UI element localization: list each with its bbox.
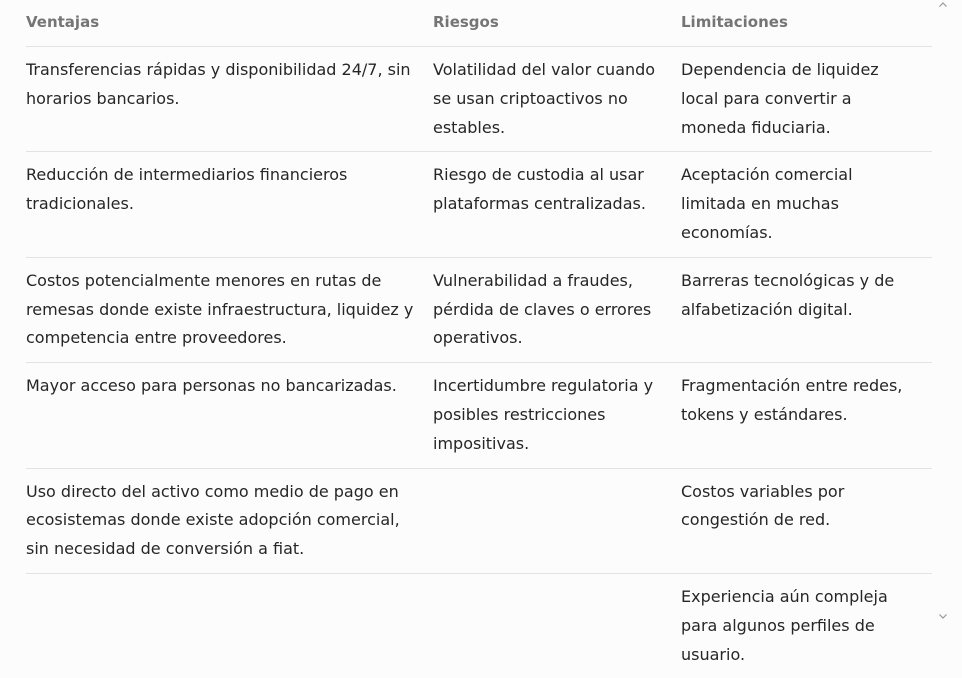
table-cell: Reducción de intermediarios financieros tradicionales.: [26, 152, 433, 257]
table-header-row: [26, 0, 932, 47]
table-row: [26, 363, 932, 468]
table-cell: Vulnerabilidad a fraudes, pérdida de claves o errores operativos.: [433, 257, 681, 362]
table-cell: Fragmentación entre redes, tokens y estándares.: [681, 363, 932, 468]
table-cell: [26, 573, 433, 678]
table-cell: [433, 573, 681, 678]
header-limitaciones: Limitaciones: [681, 0, 932, 47]
table-row: [26, 573, 932, 678]
header-ventajas: Ventajas: [26, 0, 433, 47]
table-row: [26, 152, 932, 257]
table-cell: Incertidumbre regulatoria y posibles restricciones impositivas.: [433, 363, 681, 468]
table-cell: Costos potencialmente menores en rutas de remesas donde existe infraestructura, liquidez y competencia entre proveedores.: [26, 257, 433, 362]
chevron-down-icon[interactable]: [938, 611, 948, 621]
header-riesgos: Riesgos: [433, 0, 681, 47]
table-cell: Barreras tecnológicas y de alfabetización digital.: [681, 257, 932, 362]
table-cell: Volatilidad del valor cuando se usan criptoactivos no estables.: [433, 47, 681, 152]
table-cell: Mayor acceso para personas no bancarizadas.: [26, 363, 433, 468]
table-cell: Uso directo del activo como medio de pago en ecosistemas donde existe adopción comercial, sin necesidad de conversión a fiat.: [26, 468, 433, 573]
table-cell: Costos variables por congestión de red.: [681, 468, 932, 573]
table-cell: Experiencia aún compleja para algunos perfiles de usuario.: [681, 586, 888, 664]
comparison-table: [26, 0, 932, 678]
table-cell: Riesgo de custodia al usar plataformas centralizadas.: [433, 152, 681, 257]
table-row: [26, 257, 932, 362]
table-cell: Aceptación comercial limitada en muchas economías.: [681, 152, 932, 257]
chevron-up-icon[interactable]: [938, 0, 948, 10]
table-cell: [433, 468, 681, 573]
table-row: [26, 47, 932, 152]
table-cell: Dependencia de liquidez local para convertir a moneda fiduciaria.: [681, 47, 932, 152]
table-cell: Transferencias rápidas y disponibilidad 24/7, sin horarios bancarios.: [26, 47, 433, 152]
table-row: [26, 468, 932, 573]
